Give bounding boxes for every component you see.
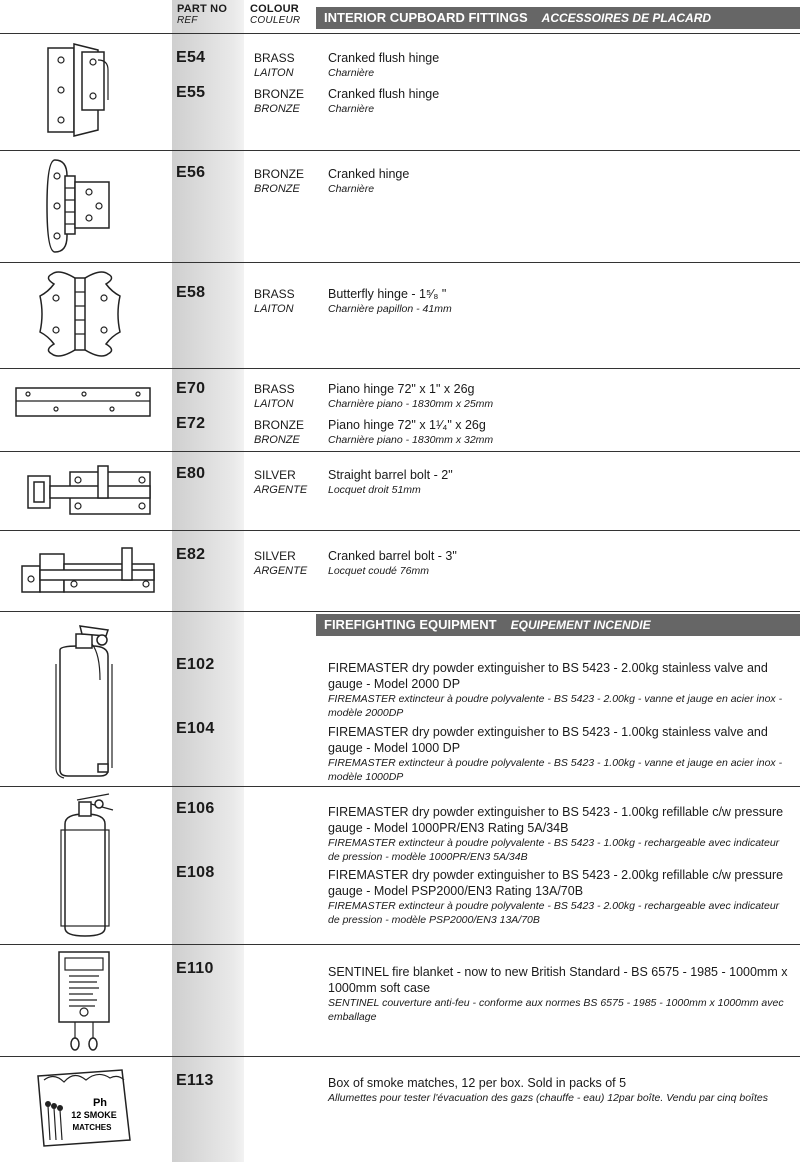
colour-cell xyxy=(254,548,307,578)
description-cell xyxy=(328,381,790,411)
colour-cell xyxy=(254,86,304,116)
matchbox-label-line1: Ph xyxy=(92,1097,108,1109)
colour-en: BRASS xyxy=(254,382,295,396)
part-ref: E56 xyxy=(176,164,206,181)
description-fr: FIREMASTER extincteur à poudre polyvalente - BS 5423 - 1.00kg - vanne et jauge en acier inox - modèle 1000DP xyxy=(328,757,783,783)
description-en: Butterfly hinge - 1⁵⁄₈ " xyxy=(328,287,447,301)
colour-label: COLOUR xyxy=(250,3,299,15)
description-fr: Charnière papillon - 41mm xyxy=(328,303,452,315)
colour-cell xyxy=(254,50,295,80)
description-fr: Charnière piano - 1830mm x 25mm xyxy=(328,398,494,410)
description-en: Cranked hinge xyxy=(328,167,410,181)
matchbox-label-line2: 12 SMOKE xyxy=(71,1110,117,1120)
colour-cell xyxy=(254,417,304,447)
colour-en: BRASS xyxy=(254,51,295,65)
section-title: INTERIOR CUPBOARD FITTINGS xyxy=(324,10,528,25)
fire-extinguisher-refillable-image xyxy=(55,790,125,940)
description-en: Piano hinge 72" x 1" x 26g xyxy=(328,382,475,396)
description-cell xyxy=(328,467,790,497)
colour-fr: ARGENTE xyxy=(254,484,308,496)
piano-hinge-image xyxy=(14,386,154,420)
colour-fr: BRONZE xyxy=(254,434,300,446)
row-divider xyxy=(0,786,800,787)
butterfly-hinge-image xyxy=(30,266,130,362)
colour-cell xyxy=(254,166,304,196)
description-fr: FIREMASTER extincteur à poudre polyvalente - BS 5423 - 1.00kg - rechargeable avec indicateur de pression - modèle 1000PR/EN3 5A/34B xyxy=(328,837,780,863)
description-fr: SENTINEL couverture anti-feu - conforme aux normes BS 6575 - 1985 - 1000mm x 1000mm avec emballage xyxy=(328,997,784,1023)
row-divider xyxy=(0,150,800,151)
row-divider xyxy=(0,262,800,263)
description-cell xyxy=(328,724,790,784)
description-fr: FIREMASTER extincteur à poudre polyvalente - BS 5423 - 2.00kg - rechargeable avec indicateur de pression - modèle PSP2000/EN3 13A/70B xyxy=(328,900,780,926)
description-cell xyxy=(328,417,790,447)
description-en: SENTINEL fire blanket - now to new British Standard - BS 6575 - 1985 - 1000mm x 1000mm soft case xyxy=(328,965,788,995)
cranked-flush-hinge-image xyxy=(38,40,118,140)
section-bar-cupboard xyxy=(316,7,800,29)
part-ref: E113 xyxy=(176,1072,214,1089)
description-cell xyxy=(328,166,790,196)
row-divider xyxy=(0,33,800,34)
part-ref: E102 xyxy=(176,656,215,673)
part-no-header xyxy=(177,4,227,26)
row-divider xyxy=(0,1056,800,1057)
description-en: FIREMASTER dry powder extinguisher to BS 5423 - 1.00kg stainless valve and gauge - Model 1000 DP xyxy=(328,725,768,755)
row-divider xyxy=(0,944,800,945)
description-fr: Charnière xyxy=(328,67,375,79)
part-ref: E106 xyxy=(176,800,215,817)
colour-fr: BRONZE xyxy=(254,103,300,115)
cranked-hinge-image xyxy=(45,156,125,256)
colour-cell xyxy=(254,381,295,411)
part-ref: E55 xyxy=(176,84,206,101)
smoke-matches-box-image xyxy=(34,1066,134,1148)
row-divider xyxy=(0,451,800,452)
part-ref: E104 xyxy=(176,720,215,737)
fire-extinguisher-2kg-image xyxy=(50,620,130,782)
colour-fr: LAITON xyxy=(254,398,294,410)
part-ref: E58 xyxy=(176,284,206,301)
description-fr: Charnière xyxy=(328,103,375,115)
description-cell xyxy=(328,548,790,578)
description-cell xyxy=(328,964,790,1024)
colour-fr: BRONZE xyxy=(254,183,300,195)
colour-fr: LAITON xyxy=(254,303,294,315)
part-ref: E108 xyxy=(176,864,215,881)
cranked-barrel-bolt-image xyxy=(20,544,160,600)
description-fr: Allumettes pour tester l'évacuation des gazs (chauffe - eau) 12par boîte. Vendu par cinq boîtes xyxy=(328,1092,768,1104)
description-en: FIREMASTER dry powder extinguisher to BS 5423 - 2.00kg stainless valve and gauge - Model 2000 DP xyxy=(328,661,768,691)
part-ref: E82 xyxy=(176,546,206,563)
description-fr: Charnière piano - 1830mm x 32mm xyxy=(328,434,494,446)
section-bar-firefighting xyxy=(316,614,800,636)
description-en: FIREMASTER dry powder extinguisher to BS 5423 - 2.00kg refillable c/w pressure gauge - Model PSP2000/EN3 Rating 13A/70B xyxy=(328,868,784,898)
fire-blanket-image xyxy=(55,948,115,1054)
colour-fr: ARGENTE xyxy=(254,565,308,577)
description-fr: FIREMASTER extincteur à poudre polyvalente - BS 5423 - 2.00kg - vanne et jauge en acier inox - modèle 2000DP xyxy=(328,693,783,719)
description-fr: Locquet coudé 76mm xyxy=(328,565,429,577)
colour-fr: LAITON xyxy=(254,67,294,79)
part-no-label: PART NO xyxy=(177,3,228,15)
description-cell xyxy=(328,1075,790,1105)
part-ref: E54 xyxy=(176,49,206,66)
part-ref: E80 xyxy=(176,465,206,482)
description-en: Cranked flush hinge xyxy=(328,87,440,101)
description-fr: Charnière xyxy=(328,183,375,195)
row-divider xyxy=(0,611,800,612)
couleur-label: COULEUR xyxy=(250,15,301,26)
part-ref: E70 xyxy=(176,380,206,397)
description-cell xyxy=(328,286,790,316)
colour-en: BRONZE xyxy=(254,167,305,181)
colour-en: SILVER xyxy=(254,549,296,563)
description-cell xyxy=(328,660,790,720)
section-title-fr: EQUIPEMENT INCENDIE xyxy=(510,618,651,632)
description-cell xyxy=(328,50,790,80)
description-en: Piano hinge 72" x 1¹⁄₄" x 26g xyxy=(328,418,486,432)
part-ref: E110 xyxy=(176,960,214,977)
colour-en: SILVER xyxy=(254,468,296,482)
description-cell xyxy=(328,86,790,116)
description-cell xyxy=(328,867,790,927)
row-divider xyxy=(0,530,800,531)
colour-en: BRASS xyxy=(254,287,295,301)
description-cell xyxy=(328,804,790,864)
straight-barrel-bolt-image xyxy=(20,462,160,522)
colour-en: BRONZE xyxy=(254,87,305,101)
colour-en: BRONZE xyxy=(254,418,305,432)
section-title: FIREFIGHTING EQUIPMENT xyxy=(324,617,497,632)
ref-label: REF xyxy=(177,15,198,26)
description-fr: Locquet droit 51mm xyxy=(328,484,421,496)
description-en: Straight barrel bolt - 2" xyxy=(328,468,453,482)
matchbox-label-line3: MATCHES xyxy=(72,1123,112,1132)
colour-cell xyxy=(254,286,295,316)
colour-header xyxy=(250,4,300,26)
colour-cell xyxy=(254,467,307,497)
section-title-fr: ACCESSOIRES DE PLACARD xyxy=(541,11,712,25)
description-en: FIREMASTER dry powder extinguisher to BS 5423 - 1.00kg refillable c/w pressure gauge - Model 1000PR/EN3 Rating 5A/34B xyxy=(328,805,784,835)
part-ref: E72 xyxy=(176,415,206,432)
description-en: Cranked barrel bolt - 3" xyxy=(328,549,457,563)
description-en: Box of smoke matches, 12 per box. Sold in packs of 5 xyxy=(328,1076,627,1090)
row-divider xyxy=(0,368,800,369)
description-en: Cranked flush hinge xyxy=(328,51,440,65)
